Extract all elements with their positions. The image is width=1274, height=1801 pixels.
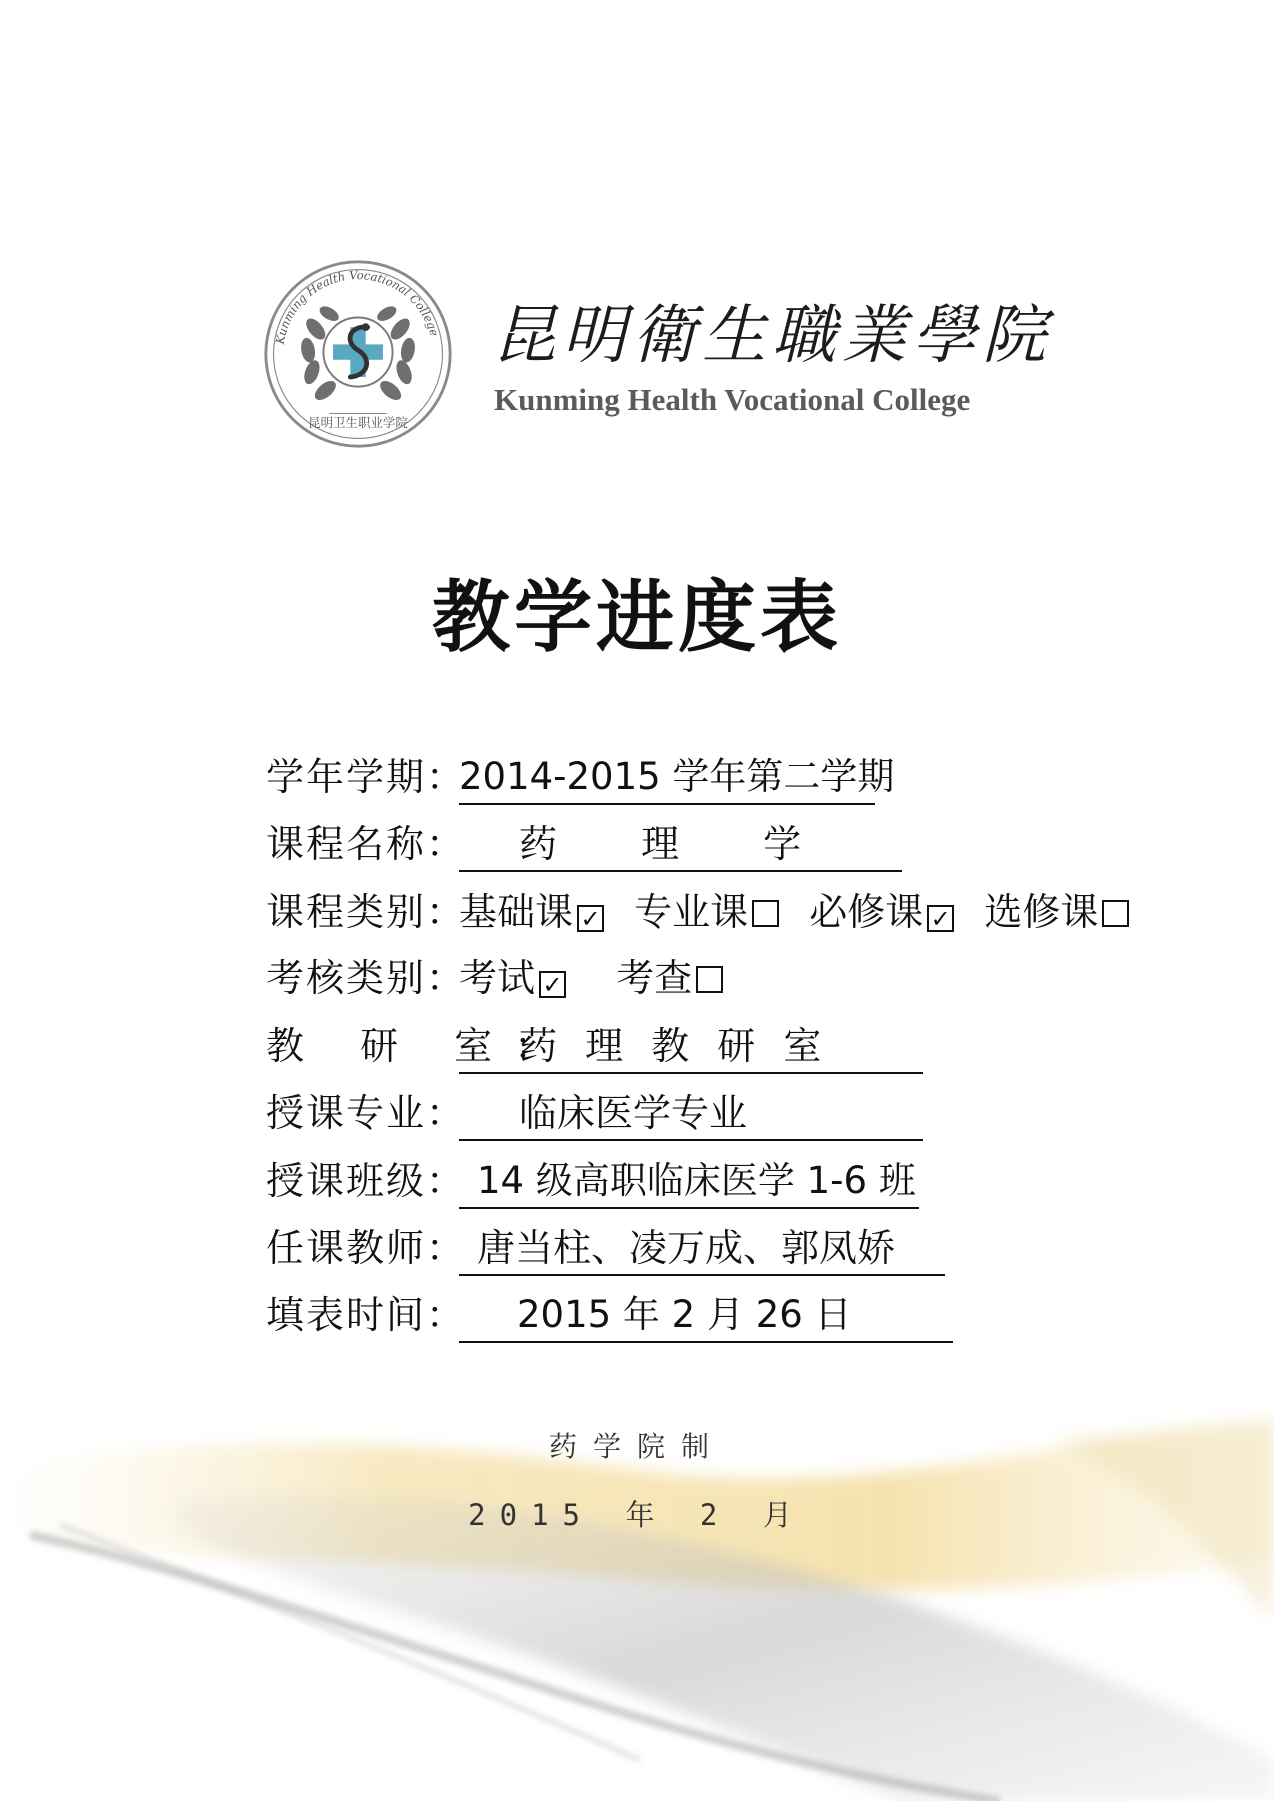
issue-date-line: 2015 年 2 月 <box>468 1498 806 1532</box>
option-exam[interactable] <box>459 952 566 1004</box>
field-course-label: 课程名称： <box>266 822 467 866</box>
option-professional-course[interactable] <box>634 886 779 938</box>
option-basic-course-label: 基础课 <box>459 890 574 934</box>
field-major-underline <box>459 1087 923 1141</box>
field-teachers-underline <box>459 1222 945 1276</box>
field-term <box>266 751 895 803</box>
field-major <box>266 1087 748 1139</box>
field-course-value: 药 理 学 <box>519 822 838 866</box>
option-required-course-checkbox[interactable]: ✓ <box>927 905 954 932</box>
field-term-value: 2014-2015 学年第二学期 <box>459 755 895 798</box>
field-course-type <box>266 886 1099 938</box>
field-major-value: 临床医学专业 <box>519 1091 748 1135</box>
option-elective-course-label: 选修课 <box>984 890 1099 934</box>
college-seal-logo <box>262 258 454 450</box>
option-elective-course-checkbox[interactable] <box>1102 900 1129 927</box>
field-teachers <box>266 1222 896 1274</box>
issuer-line: 药学院制 <box>548 1430 725 1463</box>
field-major-label: 授课专业： <box>266 1091 467 1135</box>
field-classes <box>266 1155 916 1207</box>
document-title: 教学进度表 <box>431 572 842 663</box>
option-elective-course[interactable] <box>984 886 1129 938</box>
field-course-type-label: 课程类别： <box>266 890 467 934</box>
option-basic-course-checkbox[interactable]: ✓ <box>577 905 604 932</box>
option-check-checkbox[interactable] <box>696 966 723 993</box>
field-fill-date-value: 2015 年 2 月 26 日 <box>517 1293 852 1336</box>
option-check-label: 考查 <box>616 956 693 1000</box>
field-course <box>266 818 838 870</box>
option-required-course-label: 必修课 <box>809 890 924 934</box>
college-wordmark-en: Kunming Health Vocational College <box>494 382 971 417</box>
field-fill-date-label: 填表时间： <box>266 1293 467 1337</box>
option-check[interactable] <box>616 952 723 1004</box>
field-term-label: 学年学期： <box>266 755 467 799</box>
field-assessment <box>266 952 693 1004</box>
option-basic-course[interactable] <box>459 886 604 938</box>
field-department-value: 药 理 教 研 室 <box>519 1024 830 1068</box>
field-department <box>266 1020 830 1072</box>
field-department-underline <box>459 1020 923 1074</box>
field-department-label: 教 研 室： <box>266 1024 575 1068</box>
field-teachers-value: 唐当柱、凌万成、郭凤娇 <box>477 1226 896 1270</box>
field-fill-date-underline <box>459 1289 953 1343</box>
option-professional-course-checkbox[interactable] <box>752 900 779 927</box>
option-professional-course-label: 专业课 <box>634 890 749 934</box>
seal-text-en: Kunming Health Vocational College <box>272 268 442 346</box>
college-wordmark-cn: 昆明衛生職業學院 <box>492 299 1052 373</box>
course-type-options <box>459 886 1147 938</box>
option-exam-checkbox[interactable]: ✓ <box>539 971 566 998</box>
field-classes-label: 授课班级： <box>266 1159 467 1203</box>
seal-text-cn: 昆明卫生职业学院 <box>308 414 408 430</box>
field-term-underline <box>459 751 895 805</box>
assessment-options <box>459 952 741 1004</box>
field-classes-value: 14 级高职临床医学 1-6 班 <box>477 1159 916 1202</box>
field-assessment-label: 考核类别： <box>266 956 467 1000</box>
field-course-underline <box>459 818 902 872</box>
field-classes-underline <box>459 1155 919 1209</box>
field-teachers-label: 任课教师： <box>266 1226 467 1270</box>
option-exam-label: 考试 <box>459 956 536 1000</box>
field-fill-date <box>266 1289 852 1341</box>
option-required-course[interactable] <box>809 886 954 938</box>
